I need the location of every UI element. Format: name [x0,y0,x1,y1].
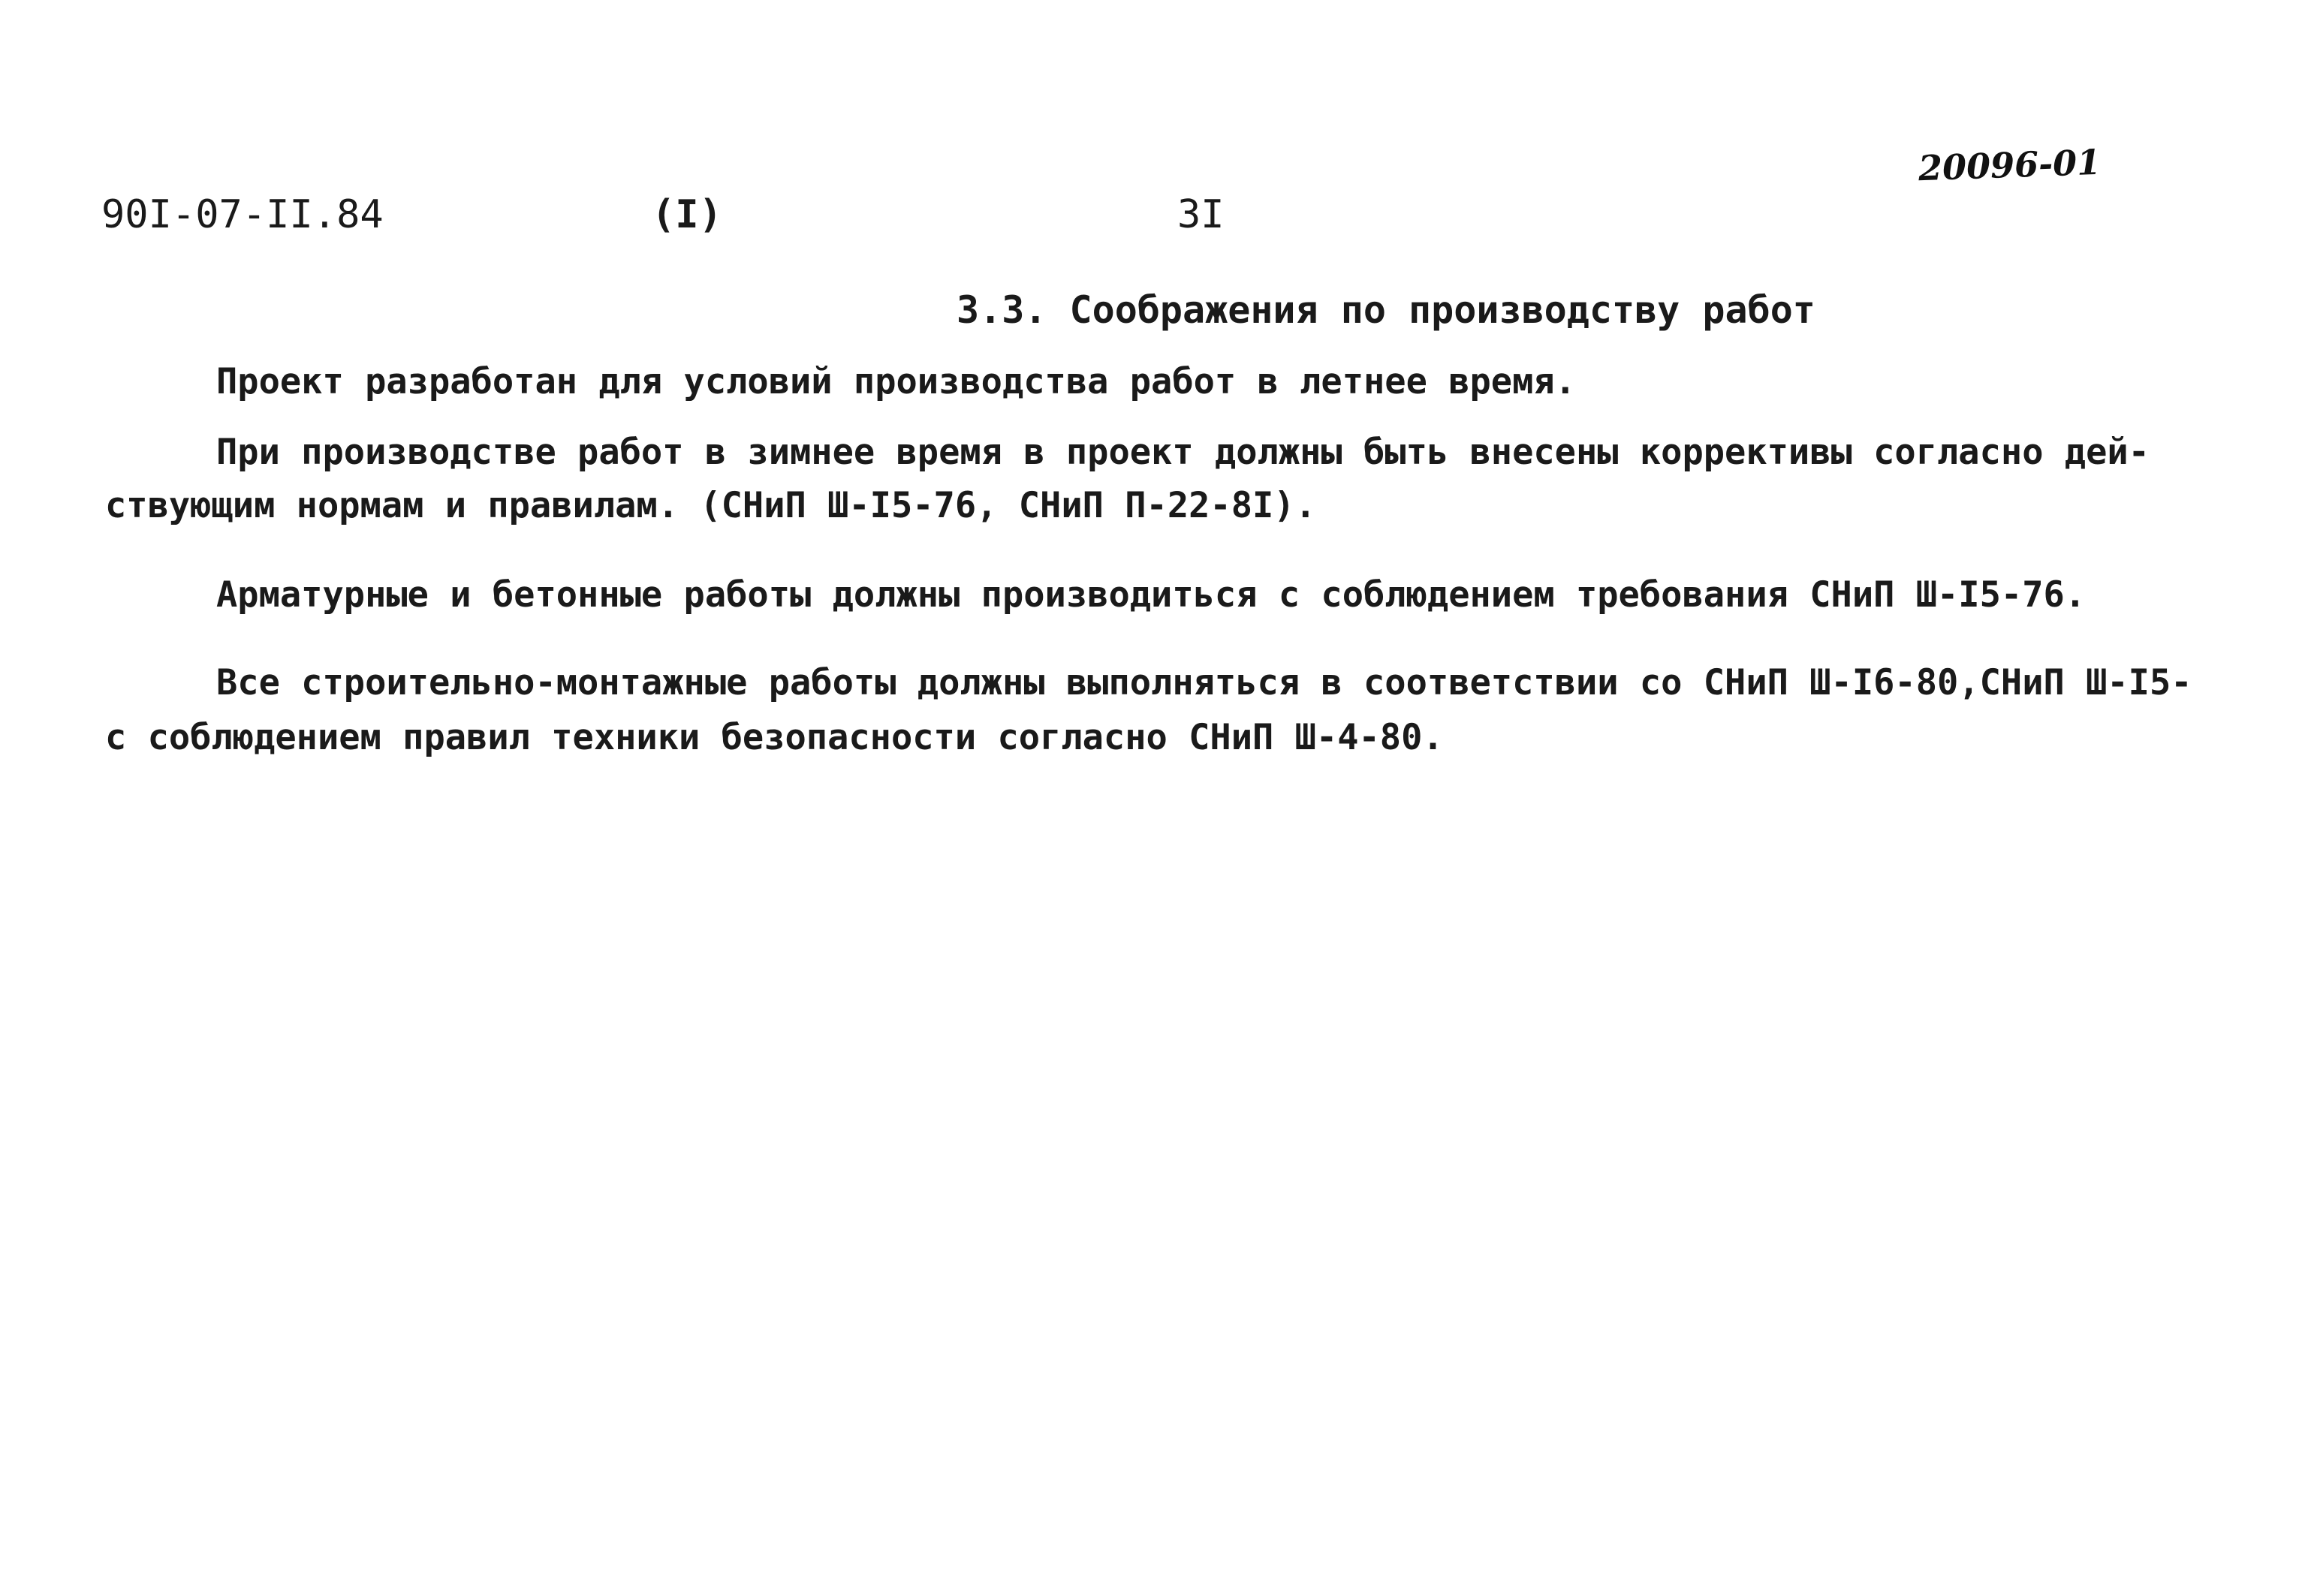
paragraph-line: Арматурные и бетонные работы должны производиться с соблюдением требования СНиП Ш-I5-76. [216,574,2087,616]
page-number: 3I [1177,192,1225,237]
paragraph-line: ствующим нормам и правилам. (СНиП Ш-I5-76, СНиП П-22-8I). [105,485,1316,526]
paragraph-line: с соблюдением правил техники безопасности согласно СНиП Ш-4-80. [105,717,1444,758]
volume-number: (I) [652,192,722,237]
document-code: 90I-07-II.84 [101,192,384,237]
paragraph-line: Проект разработан для условий производства работ в летнее время. [216,361,1576,402]
section-title: 3.3. Соображения по производству работ [957,288,1815,332]
paragraph-line: При производстве работ в зимнее время в проект должны быть внесены коррективы согласно дей- [216,432,2150,473]
inventory-mark: 20096-01 [1918,141,2102,189]
paragraph-line: Все строительно-монтажные работы должны выполняться в соответствии со СНиП Ш-I6-80,СНиП Ш-I5- [216,662,2192,703]
